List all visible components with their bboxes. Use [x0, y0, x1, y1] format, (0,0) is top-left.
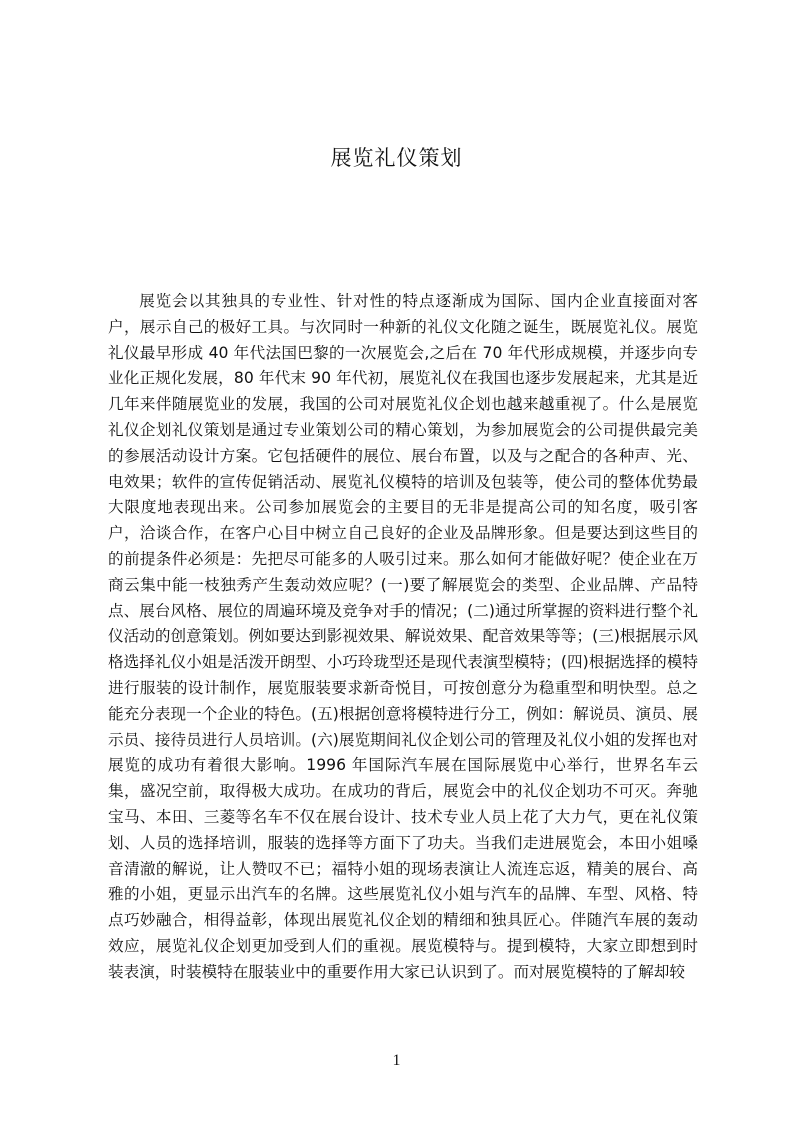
- page-number: 1: [392, 1052, 401, 1069]
- body-paragraph: 展览会以其独具的专业性、针对性的特点逐渐成为国际、国内企业直接面对客户，展示自己的极好工具。与次同时一种新的礼仪文化随之诞生，既展览礼仪。展览礼仪最早形成 40 年代法国巴黎的一次展览会,之后在 70 年代形成规模，并逐步向专业化正规化发展，80 年代末 90 年代初，展览礼仪在我国也逐步发展起来，尤其是近几年来伴随展览业的发展，我国的公司对展览礼仪企划也越来越重视了。什么是展览礼仪企划礼仪策划是通过专业策划公司的精心策划，为参加展览会的公司提供最完美的参展活动设计方案。它包括硬件的展位、展台布置，以及与之配合的各种声、光、电效果；软件的宣传促销活动、展览礼仪模特的培训及包装等，使公司的整体优势最大限度地表现出来。公司参加展览会的主要目的无非是提高公司的知名度，吸引客户，洽谈合作，在客户心目中树立自己良好的企业及品牌形象。但是要达到这些目的的前提条件必须是：先把尽可能多的人吸引过来。那么如何才能做好呢？使企业在万商云集中能一枝独秀产生轰动效应呢？(一)要了解展览会的类型、企业品牌、产品特点、展台风格、展位的周遍环境及竞争对手的情况；(二)通过所掌握的资料进行整个礼仪活动的创意策划。例如要达到影视效果、解说效果、配音效果等等；(三)根据展示风格选择礼仪小姐是活泼开朗型、小巧玲珑型还是现代表演型模特；(四)根据选择的模特进行服装的设计制作，展览服装要求新奇悦目，可按创意分为稳重型和明快型。总之能充分表现一个企业的特色。(五)根据创意将模特进行分工，例如：解说员、演员、展示员、接待员进行人员培训。(六)展览期间礼仪企划公司的管理及礼仪小姐的发挥也对展览的成功有着很大影响。1996 年国际汽车展在国际展览中心举行，世界名车云集，盛况空前，取得极大成功。在成功的背后，展览会中的礼仪企划功不可灭。奔驰宝马、本田、三菱等名车不仅在展台设计、技术专业人员上花了大力气，更在礼仪策划、人员的选择培训，服装的选择等方面下了功夫。当我们走进展览会，本田小姐嗓音清澈的解说，让人赞叹不已；福特小姐的现场表演让人流连忘返，精美的展台、高雅的小姐，更显示出汽车的名牌。这些展览礼仪小姐与汽车的品牌、车型、风格、特点巧妙融合，相得益彰，体现出展览礼仪企划的精细和独具匠心。伴随汽车展的轰动效应，展览礼仪企划更加受到人们的重视。展览模特与。提到模特，大家立即想到时装表演，时装模特在服装业中的重要作用大家已认识到了。而对展览模特的了解却较: [108, 292, 698, 981]
- document-title: 展览礼仪策划: [330, 146, 463, 170]
